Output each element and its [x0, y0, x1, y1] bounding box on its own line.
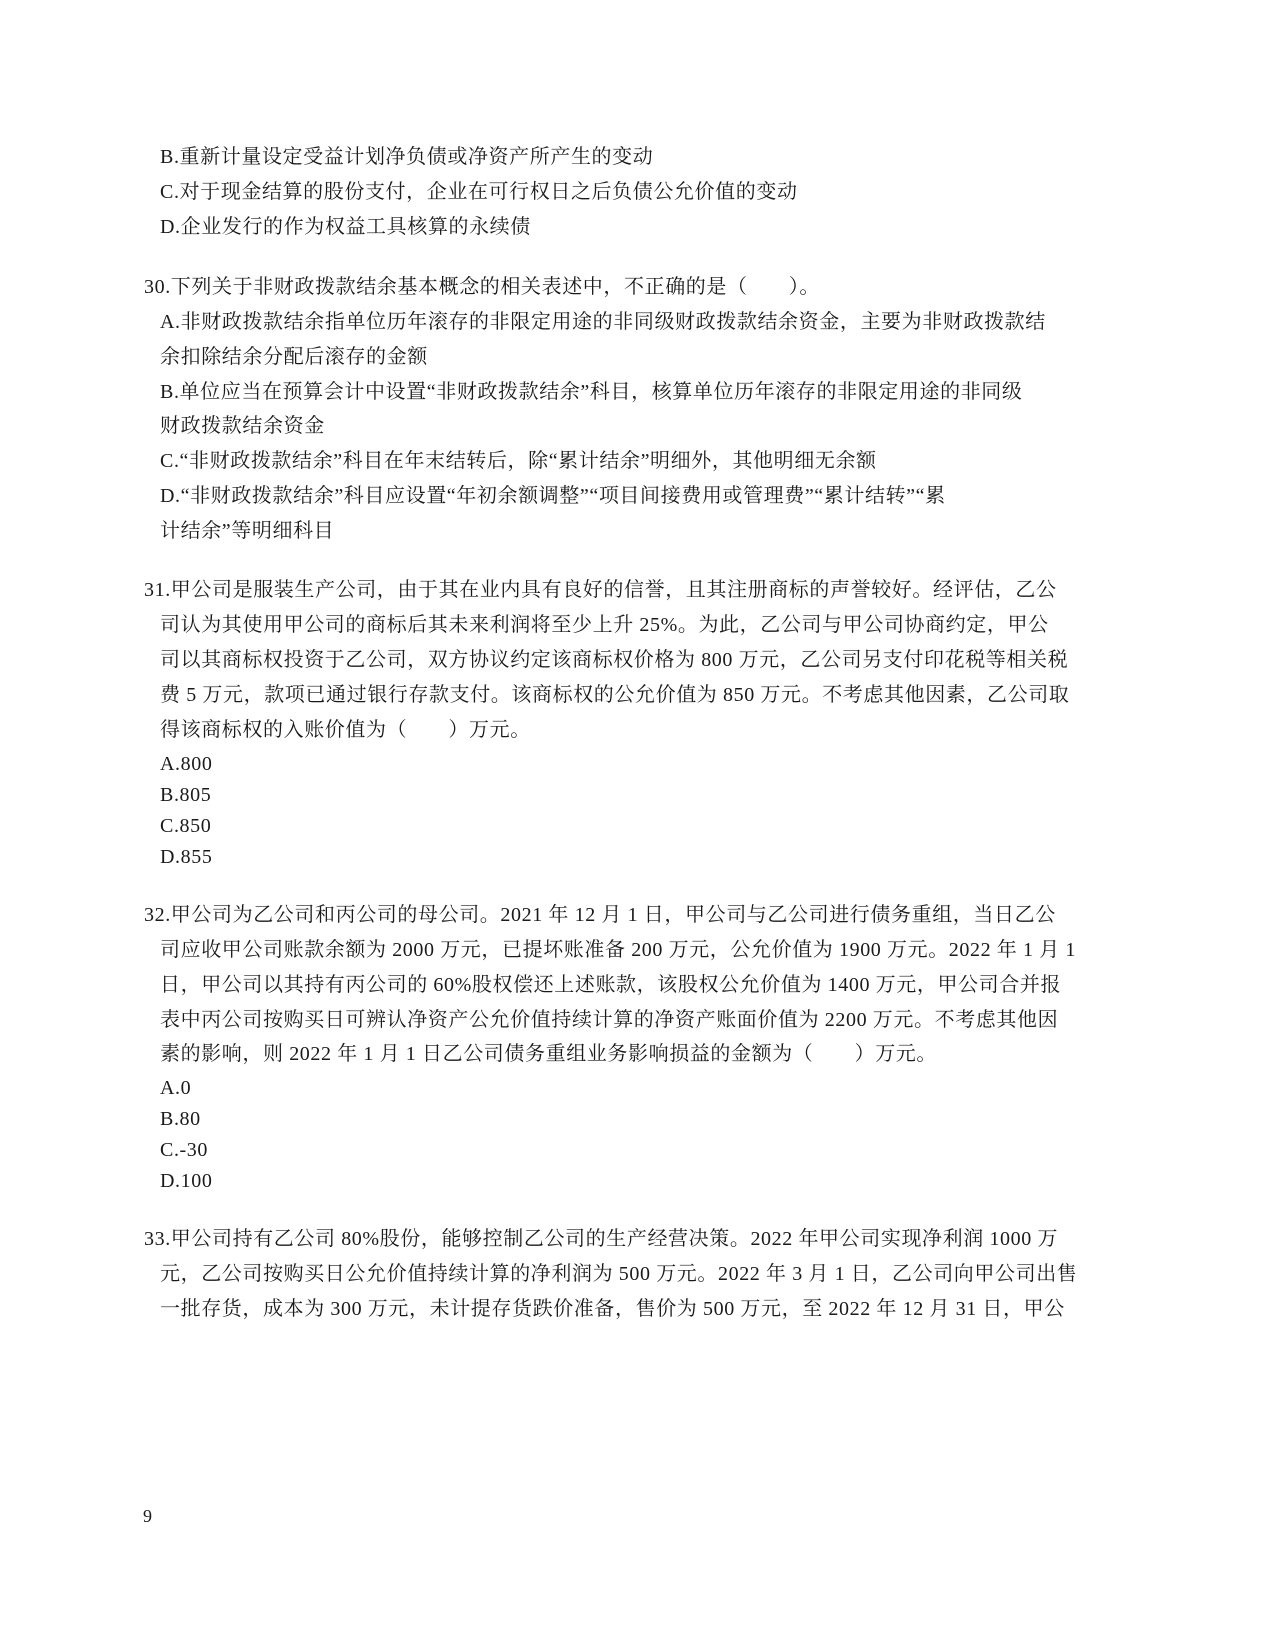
- question-31-option-a: A.800: [160, 753, 213, 775]
- question-32-option-b: B.80: [160, 1108, 201, 1130]
- question-30-option-a-continued: 余扣除结余分配后滚存的金额: [160, 346, 428, 368]
- question-31-stem-line-4: 费 5 万元，款项已通过银行存款支付。该商标权的公允价值为 850 万元。不考虑其他因素，乙公司取: [160, 684, 1070, 706]
- question-32-stem-line-5: 素的影响，则 2022 年 1 月 1 日乙公司债务重组业务影响损益的金额为（ ）万元。: [160, 1043, 937, 1065]
- question-30-stem: 30.下列关于非财政拨款结余基本概念的相关表述中，不正确的是（ ）。: [144, 276, 820, 298]
- question-30-option-c: C.“非财政拨款结余”科目在年末结转后，除“累计结余”明细外，其他明细无余额: [160, 450, 877, 472]
- question-30-option-d: D.“非财政拨款结余”科目应设置“年初余额调整”“项目间接费用或管理费”“累计结转”“累: [160, 485, 946, 507]
- page-number: 9: [143, 1506, 152, 1526]
- prev-question-option-c: C.对于现金结算的股份支付，企业在可行权日之后负债公允价值的变动: [160, 181, 798, 203]
- prev-question-option-b: B.重新计量设定受益计划净负债或净资产所产生的变动: [160, 146, 654, 168]
- question-31-option-d: D.855: [160, 846, 213, 868]
- question-32-stem-line-2: 司应收甲公司账款余额为 2000 万元，已提坏账准备 200 万元，公允价值为 1900 万元。2022 年 1 月 1: [160, 939, 1076, 961]
- prev-question-option-d: D.企业发行的作为权益工具核算的永续债: [160, 216, 531, 238]
- question-30-option-b: B.单位应当在预算会计中设置“非财政拨款结余”科目，核算单位历年滚存的非限定用途的非同级: [160, 381, 1023, 403]
- question-31-stem-line-5: 得该商标权的入账价值为（ ）万元。: [160, 719, 531, 741]
- question-30-option-d-continued: 计结余”等明细科目: [160, 520, 335, 542]
- question-32-option-a: A.0: [160, 1077, 192, 1099]
- question-33-stem-line-3: 一批存货，成本为 300 万元，未计提存货跌价准备，售价为 500 万元，至 2022 年 12 月 31 日，甲公: [160, 1298, 1065, 1320]
- question-32-stem-line-4: 表中丙公司按购买日可辨认净资产公允价值持续计算的净资产账面价值为 2200 万元。不考虑其他因: [160, 1009, 1059, 1031]
- question-31-option-b: B.805: [160, 784, 212, 806]
- question-31-stem-line-2: 司认为其使用甲公司的商标后其未来利润将至少上升 25%。为此，乙公司与甲公司协商约定，甲公: [160, 614, 1049, 636]
- question-32-option-d: D.100: [160, 1170, 213, 1192]
- question-31-stem-line-1: 31.甲公司是服装生产公司，由于其在业内具有良好的信誉，且其注册商标的声誉较好。经评估，乙公: [144, 579, 1057, 601]
- question-30-option-b-continued: 财政拨款结余资金: [160, 415, 325, 437]
- question-33-stem-line-2: 元，乙公司按购买日公允价值持续计算的净利润为 500 万元。2022 年 3 月 1 日，乙公司向甲公司出售: [160, 1263, 1078, 1285]
- question-31-option-c: C.850: [160, 815, 212, 837]
- question-33-stem-line-1: 33.甲公司持有乙公司 80%股份，能够控制乙公司的生产经营决策。2022 年甲公司实现净利润 1000 万: [144, 1228, 1059, 1250]
- question-30-option-a: A.非财政拨款结余指单位历年滚存的非限定用途的非同级财政拨款结余资金，主要为非财政拨款结: [160, 311, 1046, 333]
- question-32-stem-line-1: 32.甲公司为乙公司和丙公司的母公司。2021 年 12 月 1 日，甲公司与乙公司进行债务重组，当日乙公: [144, 904, 1056, 926]
- question-32-stem-line-3: 日，甲公司以其持有丙公司的 60%股权偿还上述账款，该股权公允价值为 1400 万元，甲公司合并报: [160, 974, 1062, 996]
- question-32-option-c: C.-30: [160, 1139, 208, 1161]
- question-31-stem-line-3: 司以其商标权投资于乙公司，双方协议约定该商标权价格为 800 万元，乙公司另支付印花税等相关税: [160, 649, 1069, 671]
